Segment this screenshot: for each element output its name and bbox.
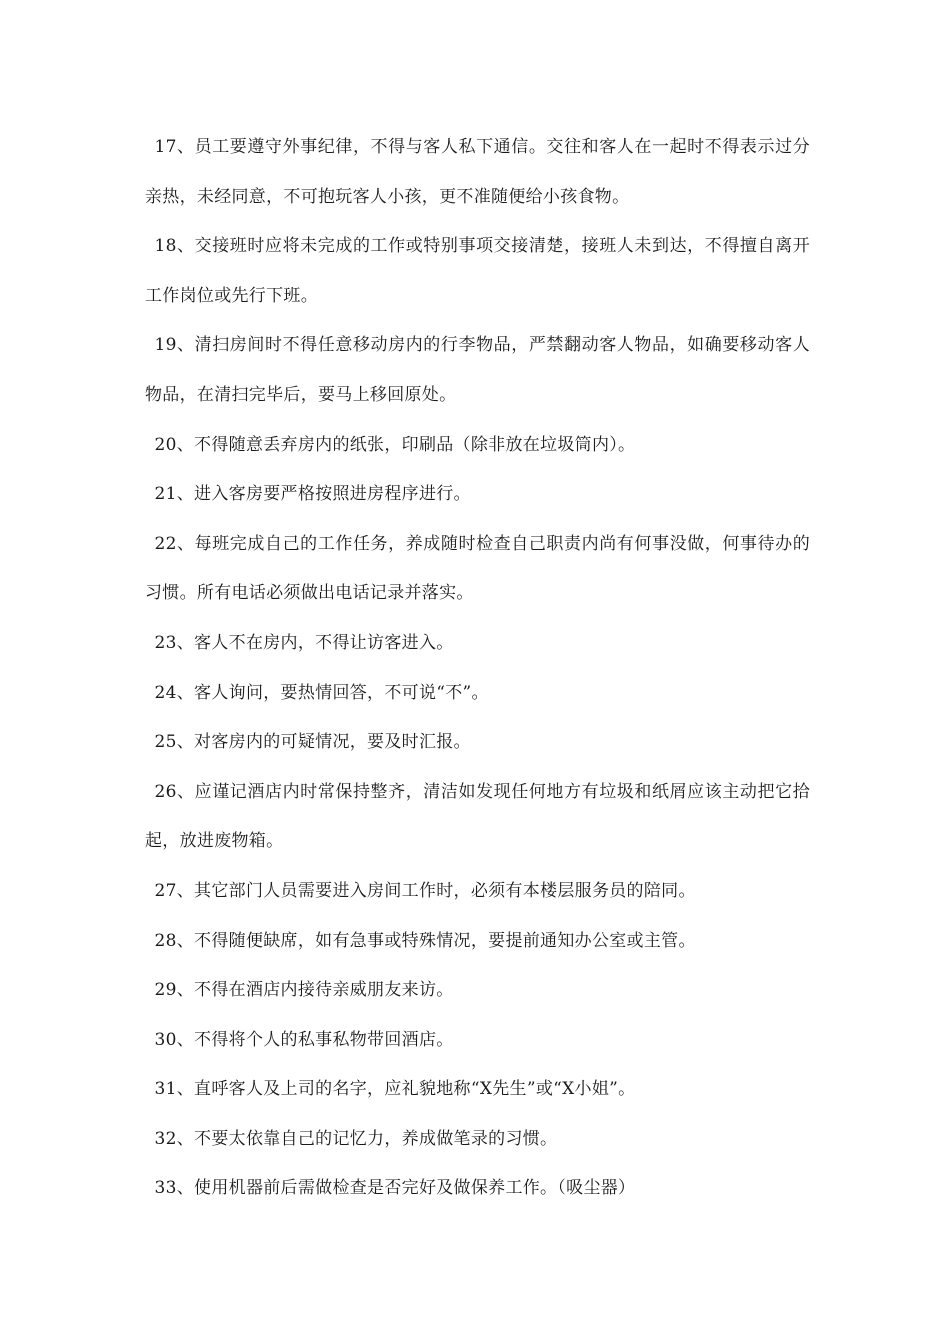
rule-23: 23、客人不在房内，不得让访客进入。 — [154, 632, 454, 653]
rule-17: 17、员工要遵守外事纪律，不得与客人私下通信。交往和客人在一起时不得表示过分亲热，未经同意，不可抱玩客人小孩，更不准随便给小孩食物。 — [145, 137, 810, 207]
rule-22: 22、每班完成自己的工作任务，养成随时检查自己职责内尚有何事没做，何事待办的习惯。所有电话必须做出电话记录并落实。 — [145, 533, 810, 604]
rule-27: 27、其它部门人员需要进入房间工作时，必须有本楼层服务员的陪同。 — [154, 880, 696, 901]
rule-21: 21、进入客房要严格按照进房程序进行。 — [154, 484, 471, 505]
rule-28: 28、不得随便缺席，如有急事或特殊情况，要提前通知办公室或主管。 — [154, 930, 696, 951]
rule-24: 24、客人询问，要热情回答，不可说“不”。 — [154, 682, 489, 703]
rule-25: 25、对客房内的可疑情况，要及时汇报。 — [154, 732, 471, 753]
rule-31: 31、直呼客人及上司的名字，应礼貌地称“X先生”或“X小姐”。 — [154, 1079, 636, 1100]
document-body — [145, 123, 810, 1214]
rule-33: 33、使用机器前后需做检查是否完好及做保养工作。（吸尘器） — [154, 1178, 636, 1199]
rule-19: 19、清扫房间时不得任意移动房内的行李物品，严禁翻动客人物品，如确要移动客人物品，在清扫完毕后，要马上移回原处。 — [145, 335, 810, 405]
rule-26: 26、应谨记酒店内时常保持整齐，清洁如发现任何地方有垃圾和纸屑应该主动把它拾起，放进废物箱。 — [145, 781, 810, 852]
rule-18: 18、交接班时应将未完成的工作或特别事项交接清楚，接班人未到达，不得擅自离开工作岗位或先行下班。 — [145, 236, 810, 306]
rule-29: 29、不得在酒店内接待亲威朋友来访。 — [154, 980, 454, 1001]
rule-20: 20、不得随意丢弃房内的纸张，印刷品（除非放在垃圾筒内）。 — [154, 434, 636, 455]
rule-30: 30、不得将个人的私事私物带回酒店。 — [154, 1029, 454, 1050]
rule-32: 32、不要太依靠自己的记忆力，养成做笔录的习惯。 — [154, 1128, 558, 1149]
